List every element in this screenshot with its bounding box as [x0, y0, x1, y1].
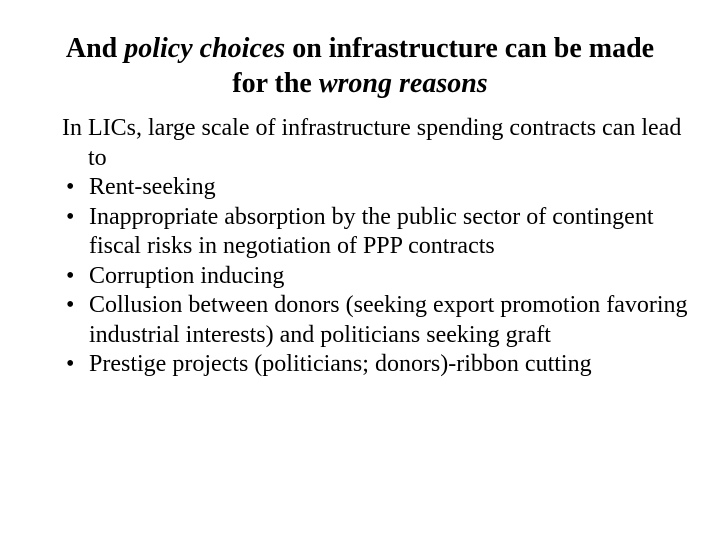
bullet-list	[62, 173, 702, 380]
title-emphasis-policy-choices: policy choices	[124, 33, 286, 64]
intro-text: In LICs, large scale of infrastructure spending contracts can lead to	[62, 115, 682, 171]
bullet-icon: •	[66, 262, 75, 289]
bullet-item	[62, 262, 702, 292]
bullet-icon: •	[66, 292, 75, 318]
bullet-icon: •	[66, 174, 75, 200]
slide-title	[0, 31, 720, 101]
bullet-item	[62, 203, 702, 262]
title-line-2-start: for the	[232, 68, 319, 99]
title-emphasis-wrong-reasons: wrong reasons	[318, 68, 488, 99]
title-line-1	[0, 31, 720, 66]
bullet-text: Rent-seeking	[89, 174, 216, 200]
bullet-icon: •	[66, 203, 75, 230]
slide-body	[62, 114, 702, 380]
title-line-1-end: on infrastructure can be made	[285, 33, 655, 64]
bullet-item	[62, 291, 702, 350]
bullet-text: Inappropriate absorption by the public sector of contingent fiscal risks in negotiation of PPP contracts	[89, 203, 654, 259]
bullet-icon: •	[66, 351, 75, 377]
bullet-text: Corruption inducing	[89, 262, 285, 289]
bullet-item	[62, 173, 702, 203]
bullet-text: Collusion between donors (seeking export promotion favoring industrial interests) and politicians seeking graft	[89, 292, 688, 348]
title-line-1-start: And	[65, 33, 125, 64]
bullet-item	[62, 350, 702, 380]
bullet-text: Prestige projects (politicians; donors)-ribbon cutting	[89, 351, 592, 377]
title-line-2	[0, 66, 720, 101]
